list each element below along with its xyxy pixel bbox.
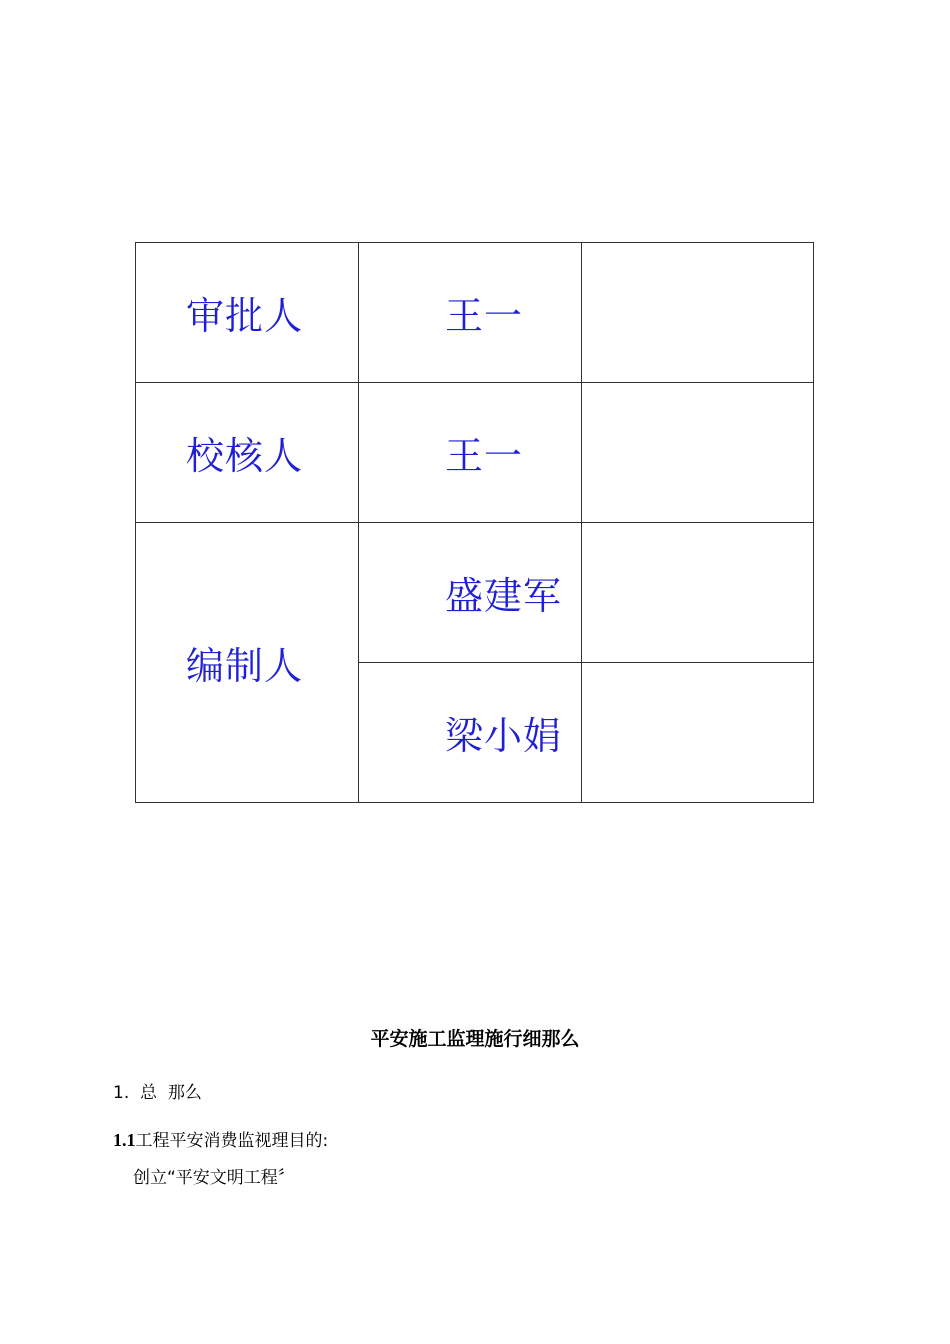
name-cell: 梁小娟 [359, 663, 582, 803]
section-title: 工程平安消费监视理目的: [135, 1131, 329, 1151]
signature-cell [582, 243, 814, 383]
section-heading-1-1 [113, 1126, 328, 1151]
role-cell: 校核人 [136, 383, 359, 523]
section-heading-1 [113, 1078, 202, 1103]
table-row [136, 243, 814, 383]
document-title: 平安施工监理施行细那么 [370, 1028, 580, 1050]
body-paragraph: 创立“平安文明工程〞 [133, 1168, 295, 1188]
name-cell: 盛建军 [359, 523, 582, 663]
signature-cell [582, 523, 814, 663]
name-cell: 王一 [359, 383, 582, 523]
table-row [136, 523, 814, 663]
section-number: 1. [113, 1083, 130, 1103]
name-cell: 王一 [359, 243, 582, 383]
role-cell: 编制人 [136, 523, 359, 803]
section-number: 1.1 [113, 1130, 136, 1150]
section-title: 总 那么 [140, 1083, 202, 1103]
signature-cell [582, 383, 814, 523]
signature-cell [582, 663, 814, 803]
role-cell: 审批人 [136, 243, 359, 383]
signoff-table [135, 242, 814, 803]
table-row [136, 383, 814, 523]
